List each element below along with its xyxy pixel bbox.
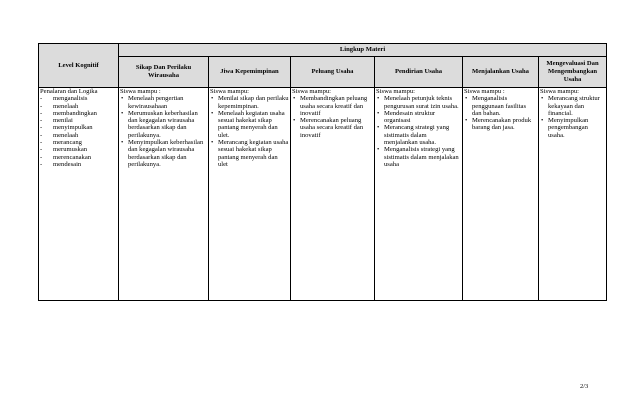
column-header: Menjalankan Usaha [463, 57, 539, 88]
bullet-item: • Menganalisis strategi yang sistimatis dalam menjalakan usaha [376, 146, 461, 168]
bullet-list [210, 95, 289, 168]
level-item: - merencanakan [40, 154, 117, 161]
bullet-item: • Membandingkan peluang usaha secara kreatif dan inovatif [292, 95, 373, 117]
level-item: - menelaah [40, 132, 117, 139]
level-item: - mendesain [40, 161, 117, 168]
level-list [40, 95, 117, 168]
bullet-item: • Menelaah pengertian kewirausahaan [120, 95, 207, 110]
level-item: - menilai [40, 117, 117, 124]
table-cell [375, 88, 463, 301]
bullet-item: • Menganalisis penggunaan fasilitas dan bahan. [464, 95, 537, 117]
bullet-item: • Merencanakan produk barang dan jasa. [464, 117, 537, 132]
cell-intro: Siswa mampu: [376, 88, 416, 95]
level-item: - menyimpulkan [40, 124, 117, 131]
bullet-list [120, 95, 207, 168]
competency-table [38, 43, 607, 301]
column-header: Jiwa Kepemimpinan [209, 57, 291, 88]
group-header: Lingkup Materi [119, 44, 607, 57]
table-cell [463, 88, 539, 301]
table-cell [539, 88, 607, 301]
level-item: - merumuskan [40, 146, 117, 153]
bullet-item: • Merencanakan peluang usaha secara kreatif dan inovatif [292, 117, 373, 139]
level-cell [39, 88, 119, 301]
column-header: Peluang Usaha [291, 57, 375, 88]
bullet-item: • Merancang struktur kekayaan dan financial. [540, 95, 605, 117]
table-cell [209, 88, 291, 301]
level-item: - merancang [40, 139, 117, 146]
bullet-list [464, 95, 537, 131]
level-item: - menelaah [40, 103, 117, 110]
table-cell [119, 88, 209, 301]
bullet-list [540, 95, 605, 139]
bullet-item: • Merumuskan keberhasilan dan kegagalan wirausaha berdasarkan sikap dan perilakunya. [120, 110, 207, 139]
bullet-item: • Mendesain struktur organisasi [376, 110, 461, 125]
bullet-item: • Menyimpulkan keberhasilan dan kegagalan wirausaha berdasarkan sikap dan perilakunya. [120, 139, 207, 168]
bullet-item: • Merancang strategi yang sistimatis dalam menjalankan usaha. [376, 124, 461, 146]
bullet-item: • Menelaah petunjuk teknis pengurusan surat izin usaha. [376, 95, 461, 110]
cell-intro: Siswa mampu : [464, 88, 505, 95]
bullet-item: • Menilai sikap dan perilaku kepemimpinan. [210, 95, 289, 110]
bullet-list [292, 95, 373, 139]
bullet-item: • Merancang kegiatan usaha sesuai hakekat sikap pantang menyerah dan ulet [210, 139, 289, 168]
level-item: - menganalisis [40, 95, 117, 102]
level-header: Level Kognitif [39, 44, 119, 88]
cell-intro: Siswa mampu: [210, 88, 250, 95]
column-header: Sikap Dan Perilaku Wirausaha [119, 57, 209, 88]
column-header: Pendirian Usaha [375, 57, 463, 88]
level-title: Penalaran dan Logika [40, 88, 98, 95]
table-cell [291, 88, 375, 301]
bullet-item: • Menelaah kegiatan usaha sesuai hakekat sikap pantang menyerah dan ulet. [210, 110, 289, 139]
cell-intro: Siswa mampu : [120, 88, 161, 95]
cell-intro: Siswa mampu: [540, 88, 580, 95]
page-number: 2/3 [580, 383, 589, 390]
cell-intro: Siswa mampu: [292, 88, 332, 95]
bullet-item: • Menyimpulkan pengembangan usaha. [540, 117, 605, 139]
bullet-list [376, 95, 461, 168]
level-item: - membandingkan [40, 110, 117, 117]
column-header: Mengevaluasi Dan Mengembangkan Usaha [539, 57, 607, 88]
